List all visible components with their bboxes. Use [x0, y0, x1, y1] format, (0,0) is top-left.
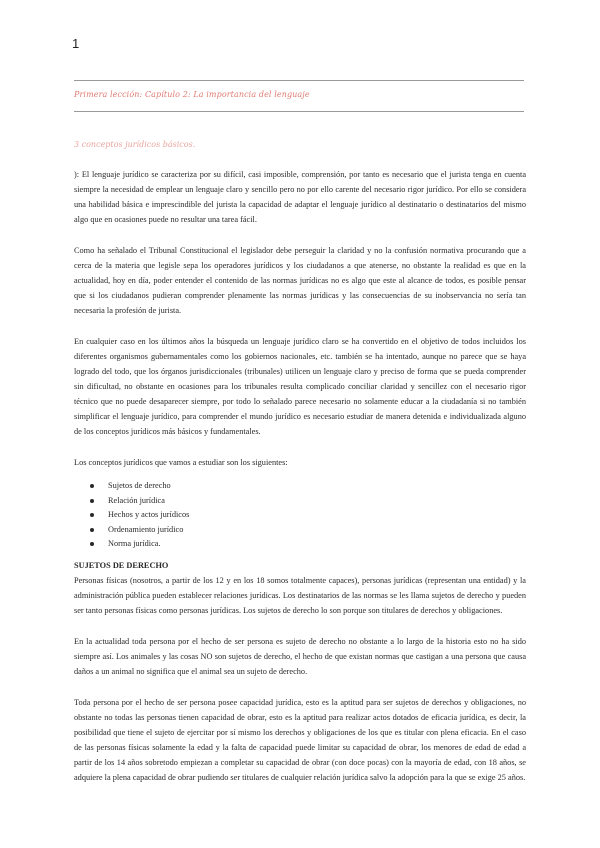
paragraph-conceptos-intro: Los conceptos jurídicos que vamos a estudiar son los siguientes: — [74, 458, 288, 467]
page-number: 1 — [72, 36, 80, 51]
list-item: Relación jurídica — [108, 494, 526, 509]
paragraph-spacer — [74, 618, 526, 634]
lesson-title: Primera lección: Capítulo 2: La importancia del lenguaje — [74, 90, 310, 99]
paragraph-actualidad: En la actualidad toda persona por el hecho de ser persona es sujeto de derecho no obstante a lo largo de la historia esto no ha sido siempre así. Los animales y las cosas NO son sujetos de derecho, el hecho de que existan normas que castigan a una persona que causa daños a un animal no significa que el animal sea un sujeto de derecho. — [74, 636, 526, 676]
paragraph-intro: ): El lenguaje jurídico se caracteriza por su difícil, casi imposible, comprensión, por tanto es necesario que el jurista tenga en cuenta siempre la necesidad de emplear un lenguaje claro y sencillo pero no por ello carente del necesario rigor jurídico. Por ello se considera una habilidad básica e imprescindible del jurista la capacidad de adaptar el lenguaje jurídico al destinatario o destinatarios del mismo algo que en ocasiones puede no resultar una tarea fácil. — [74, 170, 526, 224]
section-title: 3 conceptos jurídicos básicos. — [74, 140, 196, 149]
paragraph-personas: Personas físicas (nosotros, a partir de los 12 y en los 18 somos totalmente capaces), personas jurídicas (representan una entidad) y la administración pública pueden establecer relaciones jurídicas. Los destinatarios de las normas se les llama sujetos de derecho y pueden ser tanto personas físicas como personas jurídicas. Los sujetos de derecho lo son porque son titulares de derechos y obligaciones. — [74, 575, 526, 615]
header-rule-bottom — [74, 111, 524, 112]
list-item: Norma jurídica. — [108, 537, 526, 552]
paragraph-lenguaje-claro: En cualquier caso en los últimos años la búsqueda un lenguaje jurídico claro se ha convertido en el objetivo de todos incluidos los diferentes organismos gubernamentales como los gobiernos nacionales, etc. también se ha intentado, aunque no parece que se haya logrado del todo, que los órganos jurisdiccionales (tribunales) utilicen un lenguaje claro y preciso de forma que se pueda comprender sin dificultad, no obstante en ocasiones para los tribunales resulta complicado conciliar claridad y sencillez con el necesario rigor técnico que no puede desaparecer siempre, por todo lo señalado parece necesario no solamente educar a la ciudadanía si no también simplificar el lenguaje jurídico, para comprender el mundo jurídico es necesario estudiar de manera detenida e individualizada alguno de los conceptos jurídicos más básicos y fundamentales. — [74, 337, 526, 436]
list-item: Ordenamiento jurídico — [108, 523, 526, 538]
list-item: Sujetos de derecho — [108, 479, 526, 494]
header-rule-top — [74, 80, 524, 81]
concepts-list — [74, 479, 526, 552]
subheading-sujetos: SUJETOS DE DERECHO — [74, 560, 169, 570]
paragraph-tribunal: Como ha señalado el Tribunal Constitucional el legislador debe perseguir la claridad y no la confusión normativa procurando que a cerca de la materia que legisle sepa los operadores jurídicos y los ciudadanos a que atenerse, no obstante la realidad es que en la actualidad, hoy en día, poder entender el contenido de las normas jurídicas no es algo que este al alcance de todos, es posible pensar que si los ciudadanos pudieran comprender plenamente las normas jurídicas y las consecuencias de su inobservancia no sería tan necesaria la profesión de jurista. — [74, 246, 526, 315]
document-body — [74, 167, 526, 801]
paragraph-capacidad: Toda persona por el hecho de ser persona posee capacidad jurídica, esto es la aptitud para ser sujetos de derechos y obligaciones, no obstante no todas las personas tienen capacidad de obrar, esto es la aptitud para realizar actos dotados de eficacia jurídica, es decir, la posibilidad que tiene el sujeto de ejercitar por sí mismo los derechos y obligaciones de los que es titular con plena eficacia. En el caso de las personas físicas solamente la edad y la falta de capacidad puede limitar su capacidad de obrar, los menores de edad de edad a partir de los 14 años sobretodo empiezan a completar su capacidad de obrar (con doce pocas) con la mayoría de edad, con 18 años, se adquiere la plena capacidad de obrar pudiendo ser titulares de cualquier relación jurídica salvo la adopción para la que se exige 25 años. — [74, 697, 526, 782]
list-item: Hechos y actos jurídicos — [108, 508, 526, 523]
